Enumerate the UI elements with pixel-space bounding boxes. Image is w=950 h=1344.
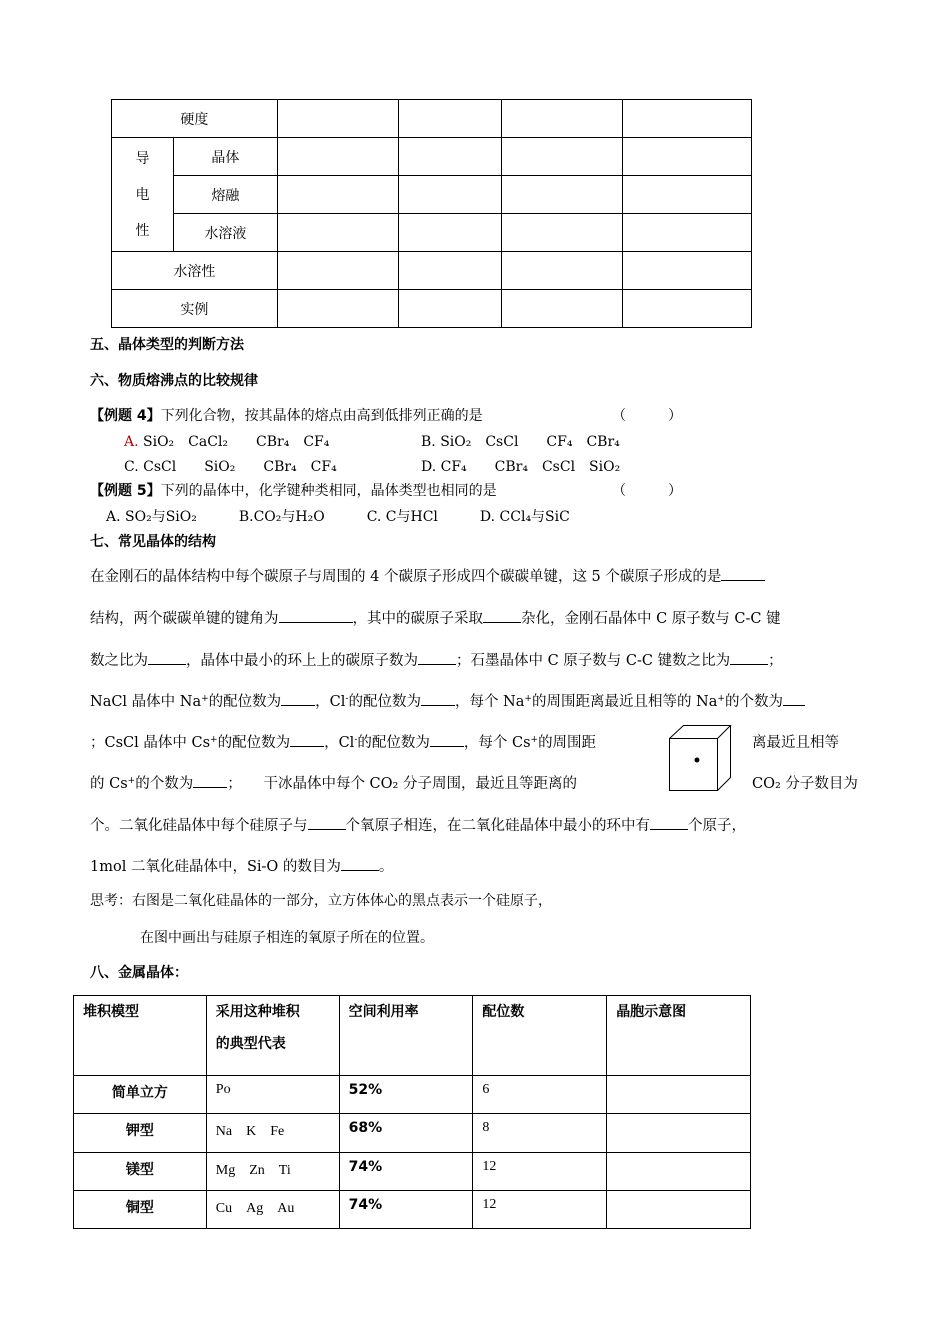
header-space-utilization: 空间利用率: [339, 996, 473, 1076]
section-7-heading: 七、常见晶体的结构: [90, 534, 216, 550]
table-row: 镁型 Mg Zn Ti 74% 12: [74, 1153, 751, 1191]
para-line-2: 结构，两个碳碳单键的键角为 ，其中的碳原子采取 杂化，金刚石晶体中 C 原子数与 C-C 键: [90, 611, 781, 627]
blank: [341, 858, 379, 871]
metal-crystal-table: [73, 995, 751, 1229]
para-line-5-right: 离最近且相等: [752, 735, 839, 751]
solubility-label: 水溶性: [112, 252, 278, 290]
para-line-8: 1mol 二氧化硅晶体中，Si-O 的数目为 。: [90, 859, 394, 875]
blank: [430, 734, 464, 747]
example-5-stem: 【例题 5】下列的晶体中，化学键种类相同，晶体类型也相同的是: [90, 483, 497, 499]
para-line-6: 的 Cs+的个数为 ； 干冰晶体中每个 CO₂ 分子周围，最近且等距离的: [90, 776, 577, 792]
table-row: [74, 996, 751, 1076]
crystal-label: 晶体: [173, 138, 277, 176]
table-row: [112, 176, 752, 214]
para-line-3: 数之比为 ，晶体中最小的环上上的碳原子数为 ；石墨晶体中 C 原子数与 C-C 键数之比为 ；: [90, 653, 783, 669]
table-row: [112, 214, 752, 252]
hardness-label: 硬度: [112, 100, 278, 138]
blank: [418, 652, 456, 665]
blank: [730, 652, 768, 665]
table-row: 简单立方 Po 52% 6: [74, 1076, 751, 1114]
para-line-6-right: CO₂ 分子数目为: [752, 776, 858, 792]
silicon-atom-dot: [695, 758, 700, 763]
solution-label: 水溶液: [173, 214, 277, 252]
table-row: [112, 252, 752, 290]
blank: [290, 734, 324, 747]
header-unit-cell-diagram: 晶胞示意图: [607, 996, 751, 1076]
properties-table: [111, 99, 752, 328]
blank: [421, 693, 455, 706]
blank: [721, 568, 765, 581]
table-row: [112, 290, 752, 328]
header-coordination-number: 配位数: [473, 996, 607, 1076]
table-row: 铜型 Cu Ag Au 74% 12: [74, 1191, 751, 1229]
table-row: 钾型 Na K Fe 68% 8: [74, 1114, 751, 1153]
blank: [483, 610, 521, 623]
section-5-heading: 五、晶体类型的判断方法: [90, 337, 244, 353]
header-model: 堆积模型: [74, 996, 207, 1076]
example-5-answer-paren: （ ）: [612, 483, 682, 499]
example-4-option-d: D. CF₄ CBr₄ CsCl SiO₂: [421, 459, 621, 475]
table-row: [112, 138, 752, 176]
section-6-heading: 六、物质熔沸点的比较规律: [90, 373, 258, 389]
cube-top-face: [670, 726, 731, 739]
example-4-option-a: A. SiO₂ CaCl₂ CBr₄ CF₄: [124, 434, 330, 450]
blank: [193, 775, 227, 788]
example-5-options: A. SO₂与SiO₂ B.CO₂与H₂O C. C与HCl D. CCl₄与SiC: [106, 509, 570, 525]
table-row: [112, 100, 752, 138]
blank: [279, 610, 353, 623]
blank: [650, 817, 688, 830]
example-4-option-c: C. CsCl SiO₂ CBr₄ CF₄: [124, 459, 337, 475]
molten-label: 熔融: [173, 176, 277, 214]
blank: [308, 817, 346, 830]
para-line-5: ；CsCl 晶体中 Cs+的配位数为 ，Cl-的配位数为 ，每个 Cs+的周围距: [90, 735, 597, 751]
example-4-answer-paren: （ ）: [612, 408, 682, 424]
blank: [783, 693, 805, 706]
think-line-2: 在图中画出与硅原子相连的氧原子所在的位置。: [140, 930, 434, 946]
para-line-7: 个。二氧化硅晶体中每个硅原子与 个氧原子相连，在二氧化硅晶体中最小的环中有 个原子，: [90, 818, 746, 834]
blank: [148, 652, 186, 665]
think-line-1: 思考：右图是二氧化硅晶体的一部分，立方体体心的黑点表示一个硅原子，: [90, 893, 552, 909]
header-representative: 采用这种堆积 的典型代表: [206, 996, 339, 1076]
para-line-4: NaCl 晶体中 Na+的配位数为 ，Cl-的配位数为 ，每个 Na+的周围距离最近且相等的 Na+的个数为: [90, 690, 805, 711]
para-line-1: 在金刚石的晶体结构中每个碳原子与周围的 4 个碳原子形成四个碳碳单键，这 5 个碳原子形成的是: [90, 565, 765, 586]
silica-cube-figure: [668, 724, 732, 794]
section-8-heading: 八、金属晶体：: [90, 965, 188, 981]
example-4-stem: 【例题 4】下列化合物，按其晶体的熔点由高到低排列正确的是: [90, 408, 483, 424]
conductivity-label: 导 电 性: [112, 138, 174, 252]
cube-side-face: [718, 726, 731, 791]
examples-label: 实例: [112, 290, 278, 328]
blank: [281, 693, 315, 706]
example-4-option-b: B. SiO₂ CsCl CF₄ CBr₄: [421, 434, 620, 450]
cube-front-face: [670, 739, 718, 791]
